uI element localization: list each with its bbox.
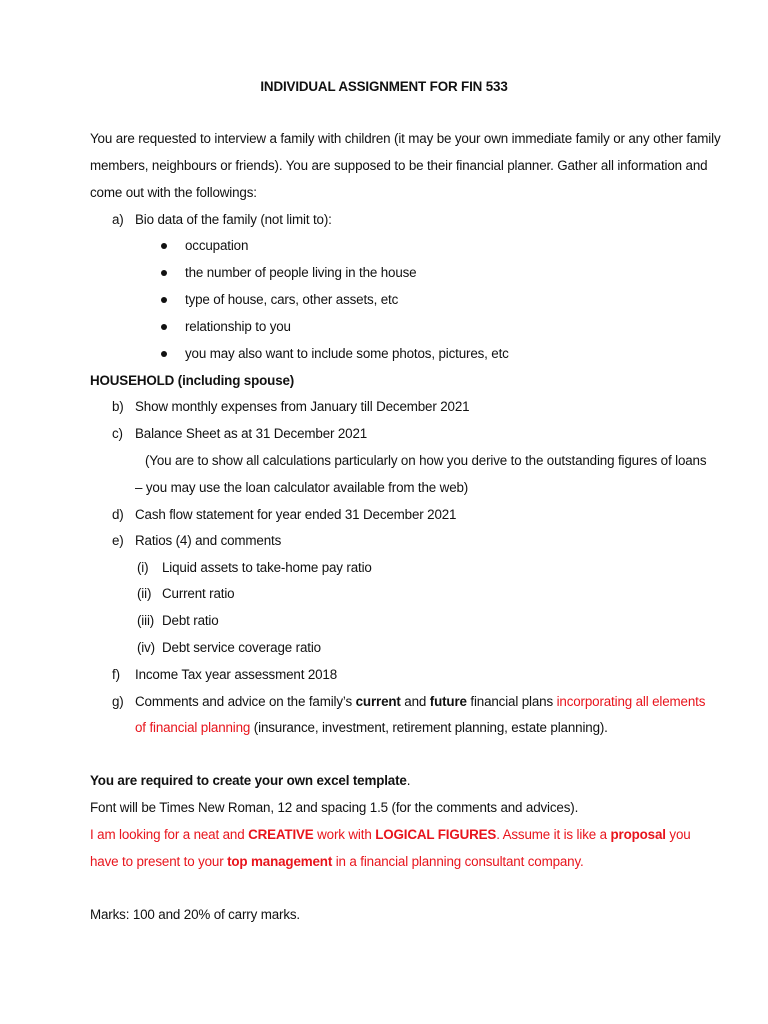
document-title: INDIVIDUAL ASSIGNMENT FOR FIN 533 [260, 79, 508, 94]
creative-bold: LOGICAL FIGURES [375, 827, 497, 842]
bullet-icon [161, 297, 167, 303]
font-requirement: Font will be Times New Roman, 12 and spacing 1.5 (for the comments and advices). [90, 800, 579, 815]
creative-text: have to present to your [90, 854, 228, 869]
creative-bold: proposal [610, 827, 666, 842]
ratio-item: Debt service coverage ratio [162, 640, 321, 655]
intro-line-1: You are requested to interview a family with children (it may be your own immediate family or any other family [90, 131, 721, 146]
item-b-text: Show monthly expenses from January till December 2021 [135, 399, 470, 414]
bullet-icon [161, 270, 167, 276]
bullet-item: the number of people living in the house [185, 265, 417, 280]
bullet-icon [161, 243, 167, 249]
ratio-item: Debt ratio [162, 613, 219, 628]
bullet-item: you may also want to include some photos, pictures, etc [185, 346, 509, 361]
item-g-red-text: of financial planning [135, 720, 251, 735]
item-d-label: d) [112, 507, 124, 522]
ratio-num: (iv) [137, 640, 155, 655]
item-f-label: f) [112, 667, 120, 682]
creative-text: you [665, 827, 691, 842]
ratio-num: (ii) [137, 586, 152, 601]
item-a-label: a) [112, 212, 124, 227]
item-g-text: financial plans [466, 694, 557, 709]
item-c-note-1: (You are to show all calculations particularly on how you derive to the outstanding figures of loans [145, 453, 707, 468]
bullet-item: relationship to you [185, 319, 291, 334]
item-g-text: Comments and advice on the family’s [135, 694, 356, 709]
excel-requirement [90, 772, 410, 790]
intro-line-3: come out with the followings: [90, 185, 257, 200]
item-g-label: g) [112, 694, 124, 709]
creative-text: . Assume it is like a [496, 827, 611, 842]
item-c-note-2: – you may use the loan calculator available from the web) [135, 480, 469, 495]
intro-line-2: members, neighbours or friends). You are supposed to be their financial planner. Gather all information and [90, 158, 708, 173]
item-a-text: Bio data of the family (not limit to): [135, 212, 332, 227]
item-b-label: b) [112, 399, 124, 414]
item-c-label: c) [112, 426, 123, 441]
item-g-bold-current: current [355, 694, 401, 709]
item-e-text: Ratios (4) and comments [135, 533, 282, 548]
item-e-label: e) [112, 533, 124, 548]
ratio-num: (i) [137, 560, 149, 575]
item-c-text: Balance Sheet as at 31 December 2021 [135, 426, 368, 441]
bullet-icon [161, 351, 167, 357]
excel-requirement-bold: You are required to create your own excel template [90, 773, 407, 788]
excel-requirement-tail: . [406, 773, 411, 788]
item-f-text: Income Tax year assessment 2018 [135, 667, 338, 682]
creative-bold: top management [227, 854, 333, 869]
item-g-red-text: incorporating all elements [556, 694, 706, 709]
marks-line: Marks: 100 and 20% of carry marks. [90, 907, 300, 922]
item-d-text: Cash flow statement for year ended 31 December 2021 [135, 507, 457, 522]
creative-text: I am looking for a neat and [90, 827, 249, 842]
ratio-item: Liquid assets to take-home pay ratio [162, 560, 372, 575]
creative-text: in a financial planning consultant company. [332, 854, 584, 869]
household-heading: HOUSEHOLD (including spouse) [90, 373, 295, 388]
bullet-item: type of house, cars, other assets, etc [185, 292, 399, 307]
ratio-num: (iii) [137, 613, 155, 628]
ratio-item: Current ratio [162, 586, 235, 601]
item-g-text: (insurance, investment, retirement planning, estate planning). [250, 720, 608, 735]
creative-line-1 [90, 826, 691, 844]
creative-text: work with [313, 827, 376, 842]
creative-bold: CREATIVE [248, 827, 314, 842]
item-g-bold-future: future [429, 694, 467, 709]
bullet-icon [161, 324, 167, 330]
bullet-item: occupation [185, 238, 249, 253]
creative-line-2 [90, 853, 584, 871]
item-g-line-2 [135, 719, 608, 737]
item-g-line-1 [135, 693, 705, 711]
item-g-text: and [400, 694, 430, 709]
